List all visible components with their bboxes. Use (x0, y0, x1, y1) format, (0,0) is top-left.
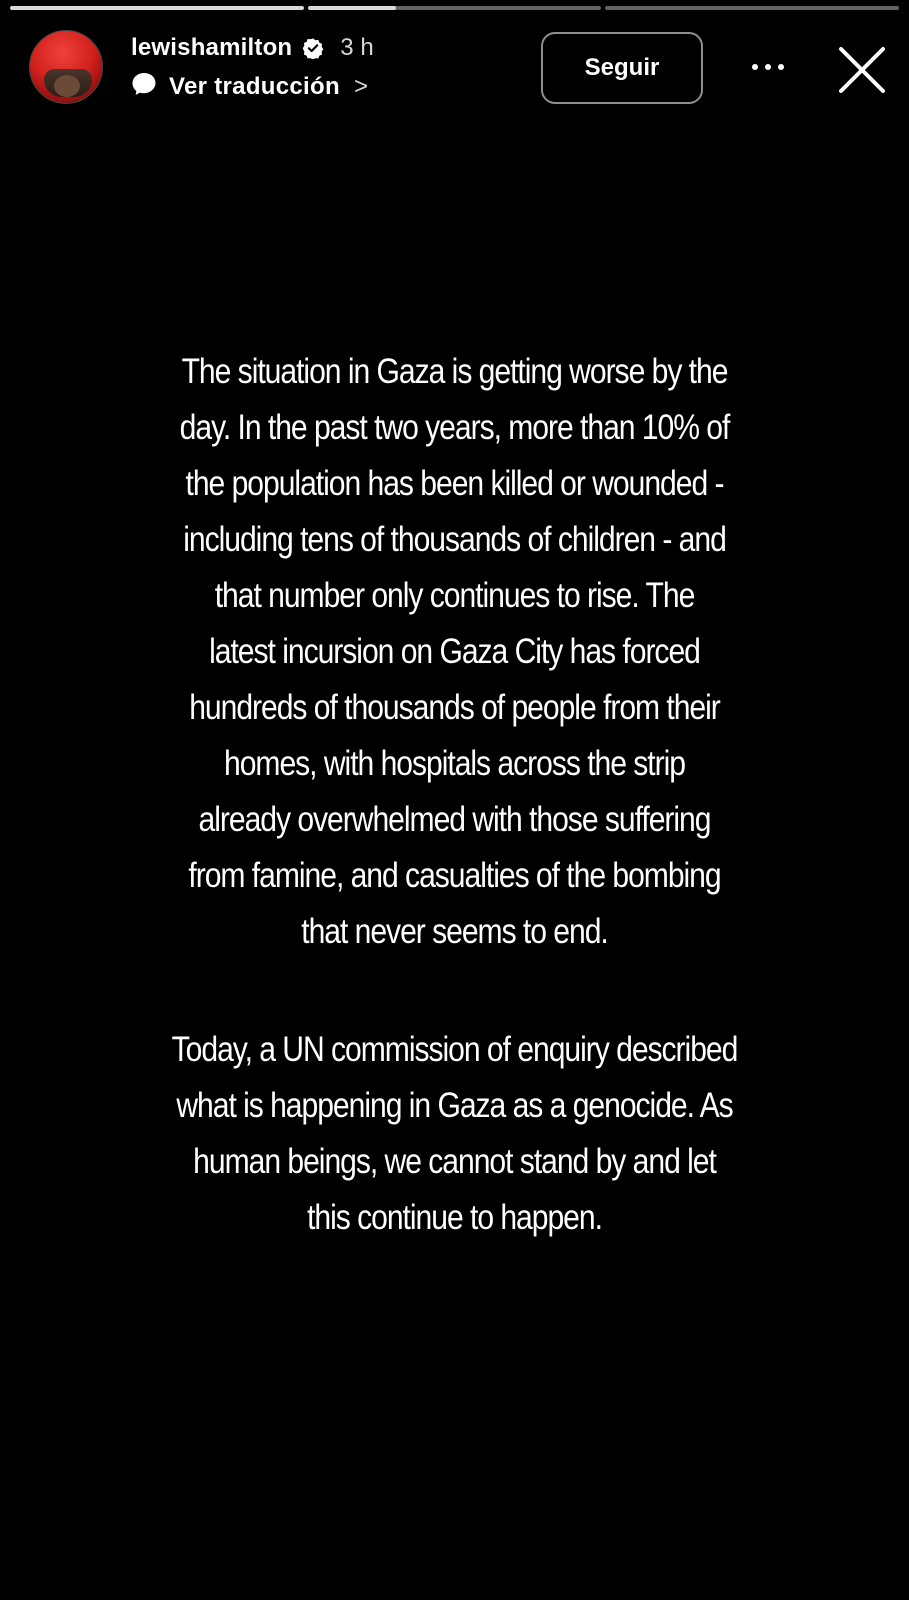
avatar-face (54, 75, 80, 97)
avatar[interactable] (29, 30, 103, 104)
story-text-line: including tens of thousands of children - and (183, 520, 726, 559)
story-text-line: Today, a UN commission of enquiry described (171, 1030, 738, 1069)
progress-segment-2 (308, 6, 602, 10)
story-text-line: latest incursion on Gaza City has forced (209, 632, 700, 671)
progress-segment-1 (10, 6, 304, 10)
story-text-line: day. In the past two years, more than 10% of (179, 408, 730, 447)
speech-bubble-icon (131, 72, 157, 101)
see-translation-label: Ver traducción (169, 72, 340, 100)
story-text-line: that number only continues to rise. The (214, 576, 695, 615)
story-header (0, 26, 909, 116)
close-icon (836, 44, 888, 96)
story-text-line: human beings, we cannot stand by and let (193, 1142, 716, 1181)
more-options-button[interactable] (742, 52, 794, 82)
ellipsis-icon (765, 64, 771, 70)
ellipsis-icon (778, 64, 784, 70)
story-text-line: that never seems to end. (301, 912, 608, 951)
story-text-line: the population has been killed or wounded - (185, 464, 724, 503)
story-paragraph-1 (60, 344, 849, 960)
story-text-line: The situation in Gaza is getting worse by the (181, 352, 728, 391)
verified-badge-icon (302, 37, 324, 59)
story-progress-bar (10, 6, 899, 10)
close-button[interactable] (836, 44, 888, 96)
story-paragraph-2 (60, 1022, 849, 1246)
story-text-line: homes, with hospitals across the strip (223, 744, 685, 783)
follow-button[interactable]: Seguir (541, 32, 703, 104)
story-text-line: hundreds of thousands of people from their (189, 688, 720, 727)
story-text-line: from famine, and casualties of the bombing (188, 856, 721, 895)
post-time: 3 h (340, 34, 374, 61)
story-text-line: this continue to happen. (307, 1198, 602, 1237)
see-translation-button[interactable] (131, 72, 368, 101)
progress-segment-3 (605, 6, 899, 10)
username-link[interactable]: lewishamilton (131, 34, 293, 61)
ellipsis-icon (752, 64, 758, 70)
story-text-line: what is happening in Gaza as a genocide. As (176, 1086, 733, 1125)
chevron-right-icon: > (353, 72, 368, 100)
username-row (131, 34, 374, 62)
story-text-line: already overwhelmed with those suffering (198, 800, 711, 839)
